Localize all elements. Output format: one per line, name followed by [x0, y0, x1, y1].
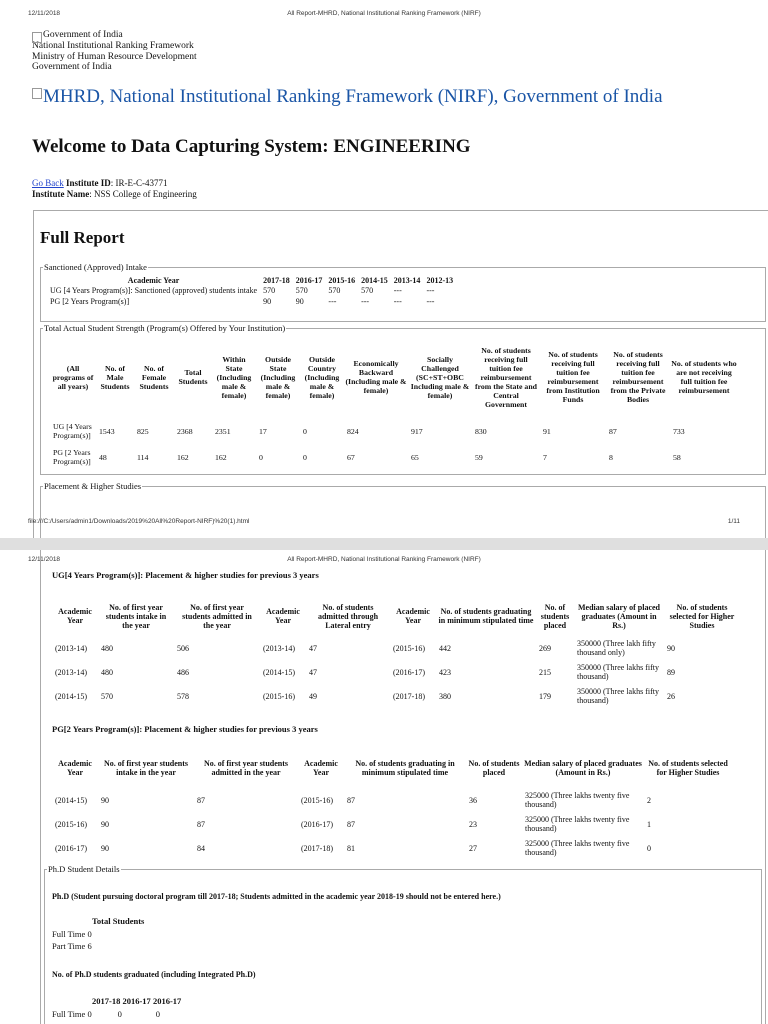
table-header-row — [52, 596, 740, 636]
table-cell: 570 — [361, 286, 374, 295]
table-header-row — [52, 748, 732, 788]
intake-header-cell: 2013-14 — [393, 276, 421, 285]
table-cell: 179 — [539, 691, 551, 701]
ug-header-cell: No. of students placed — [540, 602, 570, 630]
table-row — [52, 788, 732, 812]
institute-name-label: Institute Name — [32, 189, 90, 199]
table-cell: (2016-17) — [393, 667, 425, 677]
table-cell: 0 — [87, 1009, 92, 1019]
ug-header-cell: No. of students admitted through Lateral entry — [317, 602, 379, 630]
table-row — [47, 296, 456, 307]
table-cell: PG [2 Years Program(s)] — [50, 297, 130, 306]
table-cell: 350000 (Three lakh fifty thousand only) — [577, 639, 656, 657]
print-title: All Report-MHRD, National Institutional Ranking Framework (NIRF) — [287, 556, 481, 563]
table-cell: PG [2 Years Program(s)] — [53, 448, 91, 466]
print-date: 12/11/2018 — [28, 556, 61, 563]
table-cell: 325000 (Three lakhs twenty five thousand) — [525, 839, 630, 857]
table-cell: (2013-14) — [263, 643, 295, 653]
pg-header-cell: No. of first year students intake in the year — [103, 759, 189, 777]
gov-logo-alt: Government of India — [43, 30, 123, 40]
table-cell: 58 — [673, 452, 681, 462]
table-cell: 81 — [347, 843, 355, 853]
table-cell: 27 — [469, 843, 477, 853]
table-cell: 350000 (Three lakhs fifty thousand) — [577, 687, 659, 705]
ug-header-cell: Academic Year — [396, 607, 430, 625]
phd-full-time-value: 0 — [87, 929, 92, 939]
table-row — [52, 684, 740, 708]
table-cell: (2015-16) — [301, 795, 333, 805]
pg-header-cell: No. of students selected for Higher Studies — [648, 759, 728, 777]
strength-header-cell: Socially Challenged (SC+ST+OBC Including male & female) — [410, 354, 470, 400]
strength-header-cell: No. of students receiving full tuition fee reimbursement from the State and Central Government — [474, 345, 537, 409]
table-cell: 90 — [263, 297, 272, 306]
intake-legend: Sanctioned (Approved) Intake — [44, 262, 147, 272]
pg-placement-table — [52, 748, 732, 860]
table-cell: 91 — [543, 426, 551, 436]
table-row — [50, 446, 738, 468]
government-block — [32, 30, 197, 73]
table-cell: 90 — [101, 795, 109, 805]
table-cell: 215 — [539, 667, 551, 677]
phd-full-time-label: Full Time — [52, 929, 86, 939]
table-cell: 325000 (Three lakhs twenty five thousand) — [525, 815, 630, 833]
table-cell: 442 — [439, 643, 451, 653]
phd-title: Ph.D (Student pursuing doctoral program till 2017-18; Students admitted in the academic year 2018-19 should not be entered here.) — [52, 892, 501, 901]
table-cell: 162 — [177, 452, 189, 462]
ug-header-cell: Academic Year — [266, 607, 300, 625]
table-cell: 67 — [347, 452, 355, 462]
broken-image-icon — [32, 32, 42, 43]
table-cell: 917 — [411, 426, 423, 436]
table-cell: 0 — [155, 1009, 160, 1019]
table-cell: 486 — [177, 667, 189, 677]
table-cell: UG [4 Years Program(s)]: Sanctioned (approved) students intake — [50, 286, 258, 295]
table-cell: 90 — [667, 643, 675, 653]
ug-header-cell: No. of first year students admitted in the year — [182, 602, 252, 630]
pg-header-cell: Median salary of placed graduates (Amount in Rs.) — [524, 759, 642, 777]
table-cell: --- — [328, 297, 337, 306]
strength-header-cell: Outside Country (Including male & female) — [304, 354, 340, 400]
table-cell: 87 — [347, 819, 355, 829]
table-cell: 825 — [137, 426, 149, 436]
table-cell: 480 — [101, 667, 113, 677]
table-cell: 90 — [101, 819, 109, 829]
strength-header-cell: (All programs of all years) — [52, 363, 94, 391]
page-footer — [28, 518, 740, 528]
strength-header-cell: No. of students receiving full tuition fee reimbursement from Institution Funds — [546, 350, 600, 404]
table-cell: --- — [393, 297, 402, 306]
table-cell: 89 — [667, 667, 675, 677]
table-cell: 36 — [469, 795, 477, 805]
table-cell: 570 — [263, 286, 276, 295]
table-cell: 90 — [101, 843, 109, 853]
table-cell: 578 — [177, 691, 189, 701]
table-cell: --- — [393, 286, 402, 295]
print-title: All Report-MHRD, National Institutional Ranking Framework (NIRF) — [287, 10, 481, 17]
table-cell: (2017-18) — [393, 691, 425, 701]
ug-header-cell: No. of students selected for Higher Studies — [669, 602, 735, 630]
phd-full-time-row — [52, 929, 92, 939]
file-path: file:///C:/Users/admin1/Downloads/2019%20All%20Report-NIRF)%20(1).html — [28, 518, 250, 525]
print-date: 12/11/2018 — [28, 10, 61, 17]
table-row — [52, 836, 732, 860]
strength-header-cell: Total Students — [178, 368, 208, 386]
intake-header-cell: 2016-17 — [295, 276, 323, 285]
table-cell: (2014-15) — [55, 795, 87, 805]
table-cell: 87 — [197, 819, 205, 829]
table-cell: 162 — [215, 452, 227, 462]
nirf-banner — [32, 86, 663, 108]
ug-header-cell: Median salary of placed graduates (Amount in Rs.) — [578, 602, 660, 630]
table-cell: 0 — [303, 452, 307, 462]
table-cell: (2016-17) — [301, 819, 333, 829]
institute-id-label: Institute ID — [66, 178, 111, 188]
table-cell: 59 — [475, 452, 483, 462]
table-cell: 570 — [101, 691, 113, 701]
pg-header-cell: Academic Year — [304, 759, 338, 777]
table-cell: 2 — [647, 795, 651, 805]
table-cell: 570 — [328, 286, 341, 295]
report-title: Full Report — [40, 228, 125, 247]
table-cell: 7 — [543, 452, 547, 462]
ug-placement-title: UG[4 Years Program(s)]: Placement & higher studies for previous 3 years — [52, 570, 319, 580]
phd-graduated-full-time — [52, 1009, 160, 1019]
strength-header-cell: Economically Backward (Including male & female) — [345, 359, 407, 395]
intake-header-cell: Academic Year — [127, 276, 180, 285]
phd-graduated-years — [92, 996, 181, 1006]
strength-header-cell: Within State (Including male & female) — [216, 354, 252, 400]
pg-header-cell: No. of first year students admitted in the year — [203, 759, 289, 777]
table-cell: 49 — [309, 691, 317, 701]
table-cell: 26 — [667, 691, 675, 701]
table-row — [50, 416, 738, 446]
strength-header-cell: No. of students receiving full tuition fee reimbursement from the Private Bodies — [610, 350, 666, 404]
intake-table — [47, 276, 456, 307]
phd-part-time-value: 6 — [87, 941, 92, 951]
phd-total-header: Total Students — [92, 916, 145, 926]
phd-graduated-title: No. of Ph.D students graduated (including Integrated Ph.D) — [52, 970, 256, 979]
table-cell: 87 — [197, 795, 205, 805]
table-cell: 0 — [259, 452, 263, 462]
institute-name: : NSS College of Engineering — [89, 189, 197, 199]
table-header-row — [50, 338, 738, 416]
table-cell: (2013-14) — [55, 643, 87, 653]
table-cell: 1 — [647, 819, 651, 829]
table-cell: 0 — [647, 843, 651, 853]
ug-header-cell: Academic Year — [58, 607, 92, 625]
table-cell: 87 — [609, 426, 617, 436]
table-row — [52, 812, 732, 836]
table-cell: --- — [426, 286, 435, 295]
table-cell: 47 — [309, 643, 317, 653]
table-cell: 480 — [101, 643, 113, 653]
table-cell: (2013-14) — [55, 667, 87, 677]
institute-info — [32, 178, 197, 200]
table-cell: (2015-16) — [55, 819, 87, 829]
ug-header-cell: No. of students graduating in minimum stipulated time — [438, 607, 534, 625]
table-cell: (2015-16) — [263, 691, 295, 701]
table-cell: UG [4 Years Program(s)] — [53, 422, 92, 440]
table-cell: 269 — [539, 643, 551, 653]
table-row — [52, 636, 740, 660]
table-cell: 824 — [347, 426, 359, 436]
table-cell: (2016-17) — [55, 843, 87, 853]
table-cell: 1543 — [99, 426, 115, 436]
table-cell: 0 — [117, 1009, 122, 1019]
table-cell: 87 — [347, 795, 355, 805]
page-separator — [0, 538, 768, 550]
ug-placement-table — [52, 596, 740, 708]
table-cell: (2014-15) — [55, 691, 87, 701]
intake-header-cell: 2014-15 — [361, 276, 388, 285]
table-cell: 830 — [475, 426, 487, 436]
strength-header-cell: No. of Male Students — [100, 363, 130, 391]
table-cell: 380 — [439, 691, 451, 701]
gov-line-3: Government of India — [32, 62, 112, 72]
placement-fieldset — [40, 481, 766, 538]
intake-header-cell: 2015-16 — [328, 276, 356, 285]
table-cell: 0 — [303, 426, 307, 436]
year-label: 2016-17 — [122, 996, 151, 1006]
table-cell: 65 — [411, 452, 419, 462]
table-cell: --- — [426, 297, 435, 306]
broken-image-icon — [32, 88, 42, 99]
phd-legend: Ph.D Student Details — [48, 864, 120, 874]
pg-header-cell: No. of students graduating in minimum stipulated time — [355, 759, 455, 777]
table-row — [52, 660, 740, 684]
pg-placement-title: PG[2 Years Program(s)]: Placement & higher studies for previous 3 years — [52, 724, 318, 734]
table-cell: 325000 (Three lakhs twenty five thousand) — [525, 791, 630, 809]
table-cell: 84 — [197, 843, 205, 853]
institute-id: : IR-E-C-43771 — [110, 178, 168, 188]
table-cell: (2015-16) — [393, 643, 425, 653]
page-title: Welcome to Data Capturing System: ENGINEERING — [32, 136, 471, 157]
table-header-row — [47, 276, 456, 285]
phd-part-time-row — [52, 941, 92, 951]
year-label: 2016-17 — [152, 996, 182, 1006]
table-cell: 570 — [295, 286, 308, 295]
year-label: 2017-18 — [92, 996, 121, 1006]
row-label: Full Time — [52, 1009, 86, 1019]
gov-line-1: National Institutional Ranking Framework — [32, 41, 194, 51]
banner-alt-text: MHRD, National Institutional Ranking Framework (NIRF), Government of India — [43, 86, 663, 107]
table-cell: 114 — [137, 452, 149, 462]
table-cell: 2368 — [177, 426, 193, 436]
table-cell: (2014-15) — [263, 667, 295, 677]
pdf-page-2 — [0, 550, 768, 1024]
table-row — [47, 285, 456, 296]
table-cell: 350000 (Three lakhs fifty thousand) — [577, 663, 659, 681]
pg-header-cell: Academic Year — [58, 759, 92, 777]
table-cell: 506 — [177, 643, 189, 653]
pg-header-cell: No. of students placed — [468, 759, 520, 777]
table-cell: 8 — [609, 452, 613, 462]
intake-header-cell: 2017-18 — [263, 276, 290, 285]
strength-header-cell: Outside State (Including male & female) — [260, 354, 296, 400]
go-back-link[interactable]: Go Back — [32, 178, 64, 188]
table-cell: 48 — [99, 452, 107, 462]
table-cell: 733 — [673, 426, 685, 436]
ug-header-cell: No. of first year students intake in the year — [105, 602, 167, 630]
table-cell: 17 — [259, 426, 267, 436]
table-cell: 2351 — [215, 426, 231, 436]
placement-legend: Placement & Higher Studies — [44, 481, 142, 491]
strength-header-cell: No. of students who are not receiving full tuition fee reimbursement — [671, 359, 737, 395]
page-header — [28, 10, 740, 20]
table-cell: --- — [361, 297, 370, 306]
table-cell: (2017-18) — [301, 843, 333, 853]
page-number: 1/11 — [727, 518, 740, 525]
phd-part-time-label: Part Time — [52, 941, 86, 951]
table-cell: 23 — [469, 819, 477, 829]
table-cell: 90 — [295, 297, 304, 306]
strength-table — [50, 338, 738, 468]
table-cell: 423 — [439, 667, 451, 677]
intake-header-cell: 2012-13 — [426, 276, 454, 285]
strength-header-cell: No. of Female Students — [139, 363, 169, 391]
gov-line-2: Ministry of Human Resource Development — [32, 51, 197, 62]
strength-legend: Total Actual Student Strength (Program(s) Offered by Your Institution) — [44, 323, 286, 333]
table-cell: 47 — [309, 667, 317, 677]
